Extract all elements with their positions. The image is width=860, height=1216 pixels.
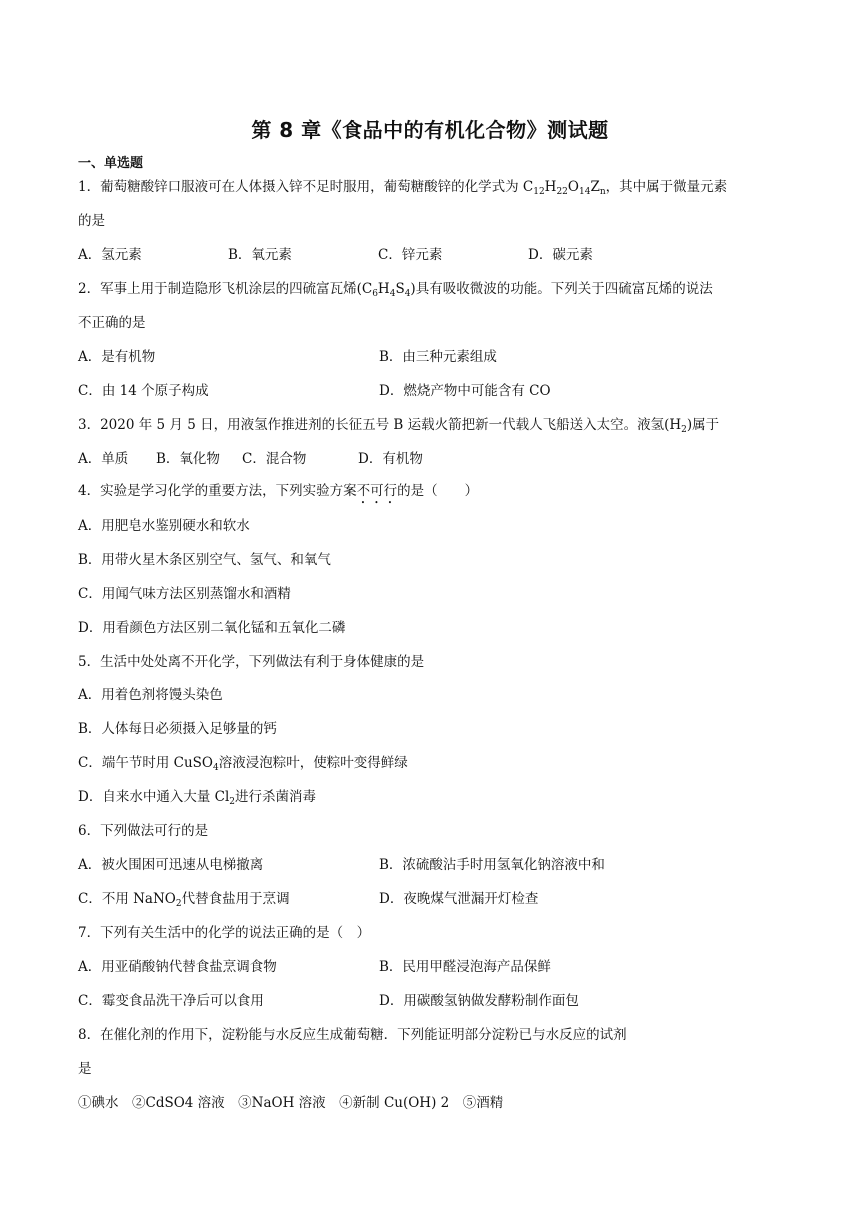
question-4-option-c: C．用闻气味方法区别蒸馏水和酒精	[78, 586, 291, 602]
question-7-option-c: C．霉变食品洗干净后可以食用	[78, 993, 264, 1009]
question-5-stem: 5．生活中处处离不开化学，下列做法有利于身体健康的是	[78, 654, 425, 670]
question-4-option-d: D．用看颜色方法区别二氧化锰和五氧化二磷	[78, 620, 346, 636]
question-8-reagent-list: ①碘水 ②CdSO4 溶液 ③NaOH 溶液 ④新制 Cu(OH) 2 ⑤酒精	[78, 1095, 504, 1111]
question-3-option-d: D．有机物	[358, 451, 423, 467]
question-2-stem-cont: 不正确的是	[78, 315, 146, 331]
question-6-stem: 6．下列做法可行的是	[78, 823, 209, 839]
question-7-option-a: A．用亚硝酸钠代替食盐烹调食物	[78, 959, 277, 975]
question-4-option-a: A．用肥皂水鉴别硬水和软水	[78, 518, 250, 534]
question-5-option-d: D．自来水中通入大量 $Cl_2$进行杀菌消毒	[78, 789, 316, 807]
section-heading: 一、单选题	[78, 156, 144, 171]
question-2-option-a: A．是有机物	[78, 349, 156, 365]
question-1-option-d: D．碳元素	[528, 247, 593, 263]
question-1-stem: 1．葡萄糖酸锌口服液可在人体摄入锌不足时服用，葡萄糖酸锌的化学式为 $C_{12}H_{22}O_{14}Z_n$，其中属于微量元素	[78, 179, 728, 197]
question-3-stem: 3．2020 年 5 月 5 日，用液氢作推进剂的长征五号 B 运载火箭把新一代载人飞船送入太空。液氢$(H_2)$属于	[78, 417, 720, 435]
question-2-option-b: B．由三种元素组成	[379, 349, 497, 365]
question-8-stem: 8．在催化剂的作用下，淀粉能与水反应生成葡萄糖．下列能证明部分淀粉已与水反应的试剂	[78, 1027, 627, 1043]
question-2-option-c: C．由 14 个原子构成	[78, 383, 209, 399]
question-1-option-c: C．锌元素	[378, 247, 443, 263]
question-7-stem: 7．下列有关生活中的化学的说法正确的是（ ）	[78, 925, 371, 941]
question-6-option-d: D．夜晚煤气泄漏开灯检查	[379, 891, 539, 907]
question-8-stem-cont: 是	[78, 1061, 92, 1077]
question-5-option-a: A．用着色剂将馒头染色	[78, 687, 223, 703]
question-6-option-b: B．浓硫酸沾手时用氢氧化钠溶液中和	[379, 857, 605, 873]
question-4-option-b: B．用带火星木条区别空气、氢气、和氧气	[78, 552, 331, 568]
question-6-option-a: A．被火围困可迅速从电梯撤离	[78, 857, 264, 873]
question-3-option-b: B．氧化物	[156, 451, 220, 467]
question-2-stem: 2．军事上用于制造隐形飞机涂层的四硫富瓦烯$(C_6H_4S_4)$具有吸收微波的功能。下列关于四硫富瓦烯的说法	[78, 281, 713, 299]
question-3-option-c: C．混合物	[242, 451, 307, 467]
question-2-option-d: D．燃烧产物中可能含有 CO	[379, 383, 551, 399]
question-4-stem: 4．实验是学习化学的重要方法，下列实验方案不可行的是（ ）	[78, 483, 479, 499]
emphasized-text: 不可行	[356, 483, 398, 499]
question-3-option-a: A．单质	[78, 451, 129, 467]
page-title: 第 8 章《食品中的有机化合物》测试题	[251, 118, 609, 142]
question-5-option-b: B．人体每日必须摄入足够量的钙	[78, 721, 277, 737]
question-1-option-b: B．氧元素	[228, 247, 292, 263]
question-6-option-c: C．不用 NaNO$_2$代替食盐用于烹调	[78, 891, 290, 909]
question-7-option-b: B．民用甲醛浸泡海产品保鲜	[379, 959, 551, 975]
question-7-option-d: D．用碳酸氢钠做发酵粉制作面包	[379, 993, 579, 1009]
question-5-option-c: C．端午节时用 CuSO$_4$溶液浸泡粽叶，使粽叶变得鲜绿	[78, 755, 408, 773]
question-1-option-a: A．氢元素	[78, 247, 142, 263]
question-1-stem-cont: 的是	[78, 213, 105, 229]
